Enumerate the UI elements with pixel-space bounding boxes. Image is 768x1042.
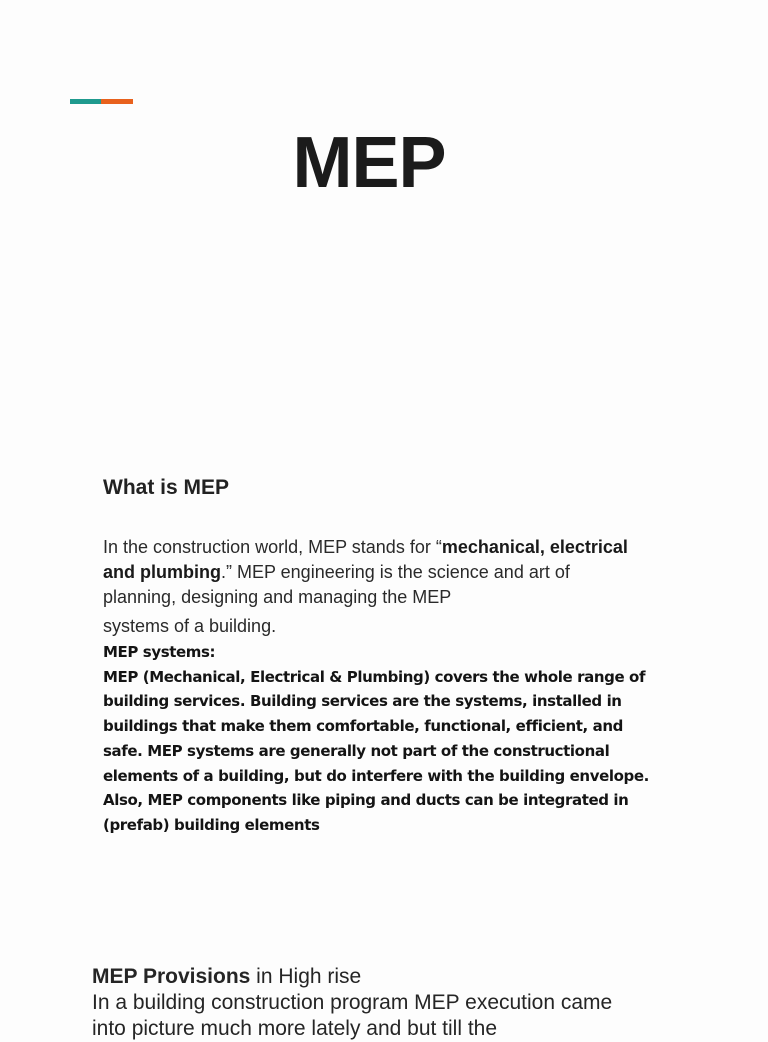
section-heading: What is MEP bbox=[103, 476, 230, 499]
mep-systems-line: safe. MEP systems are generally not part of the constructional bbox=[103, 741, 610, 760]
intro-text-2: .” MEP engineering is the science and art of planning, designing and managing the MEP bbox=[103, 562, 570, 607]
mep-systems-line: MEP (Mechanical, Electrical & Plumbing) covers the whole range of bbox=[103, 667, 646, 686]
mep-systems-line: building services. Building services are the systems, installed in bbox=[103, 692, 622, 711]
provisions-line: into picture much more lately and but till the bbox=[92, 1017, 498, 1040]
intro-text-1: In the construction world, MEP stands for “ bbox=[103, 537, 442, 557]
accent-bar-orange bbox=[101, 99, 133, 104]
provisions-heading-bold: MEP Provisions bbox=[92, 965, 251, 988]
provisions-heading bbox=[92, 964, 732, 990]
accent-bar-teal bbox=[70, 99, 101, 104]
mep-systems-line: buildings that make them comfortable, functional, efficient, and bbox=[103, 717, 623, 736]
mep-systems-line: (prefab) building elements bbox=[103, 815, 320, 834]
provisions-block bbox=[92, 964, 732, 1042]
provisions-line: In a building construction program MEP execution came bbox=[92, 991, 613, 1014]
intro-last-line: systems of a building. bbox=[103, 616, 277, 636]
provisions-heading-rest: in High rise bbox=[250, 965, 362, 988]
mep-systems-line: Also, MEP components like piping and ducts can be integrated in bbox=[103, 791, 629, 810]
intro-bold-term: mechanical, electrical and plumbing bbox=[103, 537, 628, 582]
mep-systems-heading: MEP systems: bbox=[103, 643, 216, 661]
intro-paragraph bbox=[103, 535, 643, 639]
mep-systems-block bbox=[103, 640, 663, 838]
mep-systems-line: elements of a building, but do interfere with the building envelope. bbox=[103, 766, 649, 785]
accent-bar bbox=[70, 99, 133, 104]
page-title: MEP bbox=[292, 123, 446, 203]
